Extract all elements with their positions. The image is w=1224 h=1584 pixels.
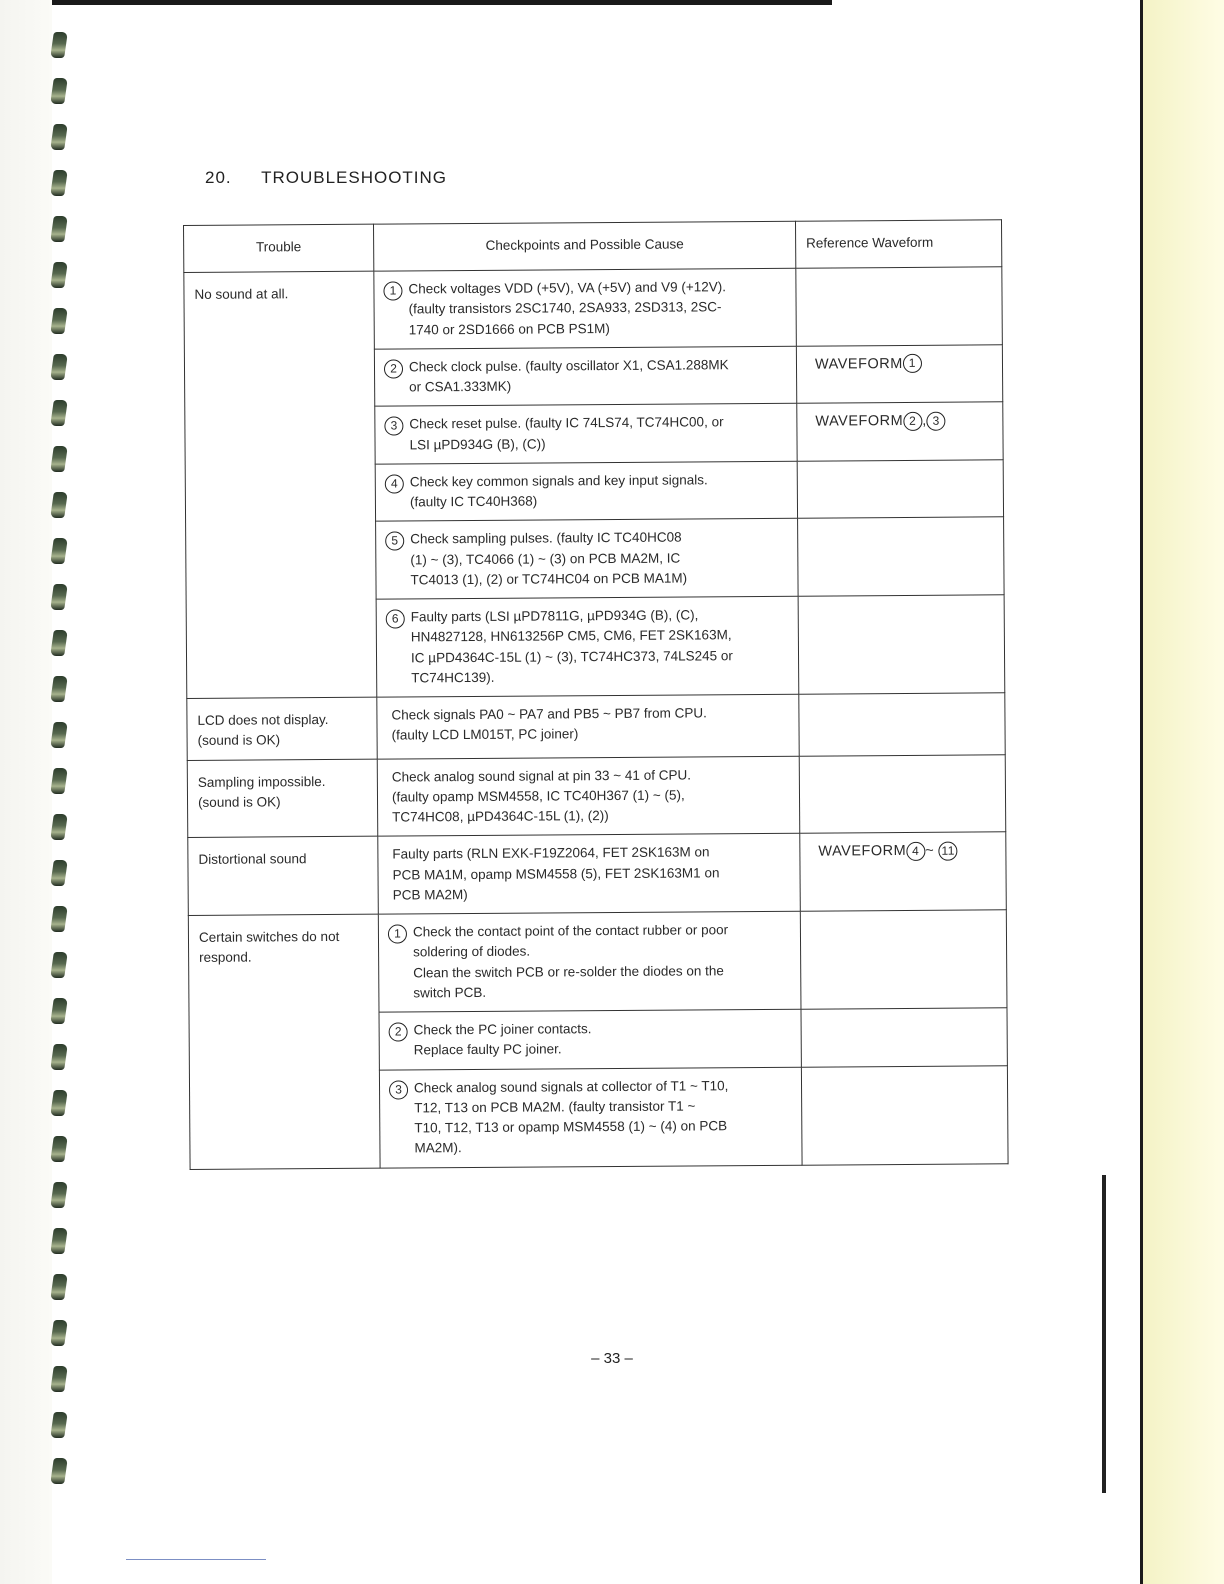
- right-page-edge: [1140, 0, 1224, 1584]
- binding-ring: [50, 492, 68, 518]
- reference-waveform-cell: [797, 460, 1003, 519]
- checkpoint-text: TC4013 (1), (2) or TC74HC04 on PCB MA1M): [410, 570, 688, 588]
- troubleshooting-table: [183, 219, 1009, 1169]
- waveform-label: WAVEFORM: [815, 413, 904, 430]
- table-row: [187, 693, 1005, 760]
- checkpoint-text: or CSA1.333MK): [409, 378, 512, 395]
- binding-ring: [50, 1228, 68, 1254]
- table-row: [187, 754, 1006, 837]
- trouble-cell: [187, 759, 378, 838]
- section-heading: [205, 168, 447, 188]
- binding-ring: [50, 1274, 68, 1300]
- checkpoint-text: Check the PC joiner contacts.: [413, 1021, 592, 1038]
- binding-ring: [50, 538, 68, 564]
- checkpoint-text: (faulty LCD LM015T, PC joiner): [391, 726, 579, 743]
- top-edge-shadow: [52, 0, 832, 5]
- binding-ring: [50, 1412, 68, 1438]
- step-number-badge: 5: [385, 532, 404, 551]
- waveform-number-badge: 2: [903, 412, 922, 431]
- binding-ring: [50, 676, 68, 702]
- checkpoint-text: switch PCB.: [413, 984, 487, 1001]
- waveform-label: WAVEFORM: [814, 355, 903, 373]
- trouble-text: No sound at all.: [194, 286, 289, 302]
- checkpoint-text: Check analog sound signals at collector of T1 ~ T10,: [413, 1077, 729, 1095]
- checkpoint-text: Check voltages VDD (+5V), VA (+5V) and V9 (+12V).: [408, 279, 727, 297]
- checkpoint-text: Faulty parts (LSI µPD7811G, µPD934G (B), (C),: [410, 607, 699, 625]
- binding-ring: [50, 1366, 68, 1392]
- checkpoint-text: TC74HC08, µPD4364C-15L (1), (2)): [392, 808, 609, 825]
- checkpoint-text: Faulty parts (RLN EXK-F19Z2064, FET 2SK163M on: [392, 844, 710, 862]
- checkpoint-cell: [375, 403, 797, 463]
- checkpoint-text: 1740 or 2SD1666 on PCB PS1M): [408, 320, 610, 337]
- reference-waveform-cell: [801, 1065, 1008, 1164]
- checkpoint-text: (faulty transistors 2SC1740, 2SA933, 2SD313, 2SC-: [408, 299, 722, 317]
- reference-waveform-cell: [796, 345, 1002, 404]
- step-number-badge: 2: [384, 359, 403, 378]
- binding-ring: [50, 860, 68, 886]
- binding-ring: [50, 354, 68, 380]
- checkpoint-text: HN4827128, HN613256P CM5, CM6, FET 2SK163M,: [410, 627, 732, 645]
- checkpoint-text: Check clock pulse. (faulty oscillator X1, CSA1.288MK: [408, 356, 729, 375]
- binding-ring: [50, 446, 68, 472]
- checkpoint-cell: [379, 1067, 802, 1168]
- waveform-number-badge: 3: [927, 412, 946, 431]
- waveform-label: WAVEFORM: [818, 843, 907, 860]
- step-number-badge: 6: [386, 609, 405, 628]
- spiral-binding-margin: [0, 0, 52, 1584]
- reference-waveform-cell: [799, 693, 1005, 756]
- footer-rule: [126, 1559, 266, 1560]
- binding-ring: [50, 32, 68, 58]
- checkpoint-cell: [376, 596, 799, 697]
- right-margin-mark: [1102, 1175, 1106, 1493]
- page-number: – 33 –: [591, 1350, 633, 1367]
- trouble-text: Sampling impossible.: [197, 773, 326, 790]
- checkpoint-cell: [379, 1009, 801, 1069]
- checkpoint-text: T10, T12, T13 or opamp MSM4558 (1) ~ (4) on PCB: [414, 1118, 728, 1136]
- trouble-text: Certain switches do not: [198, 928, 340, 945]
- table-row: [184, 267, 1003, 350]
- checkpoint-cell: [378, 911, 801, 1012]
- binding-ring: [50, 170, 68, 196]
- binding-ring: [50, 814, 68, 840]
- binding-ring: [50, 1090, 68, 1116]
- binding-ring: [50, 1458, 68, 1484]
- step-number-badge: 4: [385, 474, 404, 493]
- checkpoint-text: MA2M).: [414, 1140, 462, 1156]
- checkpoint-text: PCB MA1M, opamp MSM4558 (5), FET 2SK163M1 on: [392, 864, 720, 883]
- checkpoint-text: soldering of diodes.: [413, 943, 531, 960]
- step-number-badge: 1: [388, 924, 407, 943]
- binding-ring: [50, 400, 68, 426]
- checkpoint-cell: [377, 694, 799, 758]
- checkpoint-text: T12, T13 on PCB MA2M. (faulty transistor T1 ~: [414, 1098, 696, 1116]
- trouble-text: (sound is OK): [197, 732, 281, 749]
- checkpoint-text: (1) ~ (3), TC4066 (1) ~ (3) on PCB MA2M, IC: [410, 550, 681, 567]
- checkpoint-text: Replace faulty PC joiner.: [413, 1041, 562, 1058]
- reference-waveform-cell: [801, 1008, 1007, 1067]
- step-number-badge: 3: [384, 417, 403, 436]
- binding-ring: [50, 124, 68, 150]
- waveform-separator: ~: [925, 842, 939, 860]
- checkpoint-text: Check reset pulse. (faulty IC 74LS74, TC74HC00, or: [409, 414, 724, 432]
- checkpoint-text: Check sampling pulses. (faulty IC TC40HC08: [410, 529, 682, 547]
- binding-ring: [50, 308, 68, 334]
- header-reference-waveform: Reference Waveform: [795, 220, 1001, 268]
- binding-ring: [50, 584, 68, 610]
- checkpoint-text: TC74HC139).: [411, 669, 495, 686]
- checkpoint-cell: [374, 346, 796, 406]
- binding-ring: [50, 216, 68, 242]
- header-checkpoints: Checkpoints and Possible Cause: [373, 221, 795, 271]
- trouble-cell: [184, 271, 377, 698]
- checkpoint-text: LSI µPD934G (B), (C)): [409, 435, 546, 452]
- step-number-badge: 2: [389, 1022, 408, 1041]
- reference-waveform-cell: [798, 595, 1005, 694]
- header-trouble: Trouble: [184, 224, 374, 272]
- checkpoint-cell: [375, 461, 797, 521]
- binding-ring: [50, 768, 68, 794]
- checkpoint-text: Check key common signals and key input signals.: [409, 472, 708, 490]
- binding-ring: [50, 906, 68, 932]
- trouble-cell: [188, 836, 379, 915]
- checkpoint-text: IC µPD4364C-15L (1) ~ (3), TC74HC373, 74LS245 or: [410, 647, 733, 665]
- trouble-text: LCD does not display.: [197, 711, 329, 728]
- step-number-badge: 3: [389, 1080, 408, 1099]
- table-row: [188, 832, 1007, 915]
- reference-waveform-cell: [799, 754, 1006, 833]
- binding-ring: [50, 998, 68, 1024]
- table-body: [184, 267, 1008, 1169]
- checkpoint-cell: [376, 518, 799, 599]
- waveform-number-badge: 11: [939, 842, 958, 861]
- reference-waveform-cell: [797, 402, 1003, 461]
- checkpoint-text: (faulty IC TC40H368): [409, 493, 538, 510]
- waveform-number-badge: 1: [903, 354, 922, 373]
- binding-ring: [50, 262, 68, 288]
- table-row: [188, 910, 1007, 1014]
- checkpoint-text: Check signals PA0 ~ PA7 and PB5 ~ PB7 from CPU.: [391, 705, 707, 723]
- reference-waveform-cell: [796, 267, 1003, 346]
- binding-ring: [50, 722, 68, 748]
- binding-ring: [50, 1182, 68, 1208]
- trouble-text: Distortional sound: [198, 851, 307, 868]
- trouble-cell: [188, 914, 380, 1169]
- reference-waveform-cell: [800, 910, 1007, 1009]
- checkpoint-cell: [374, 268, 797, 349]
- table-header-row: [184, 220, 1002, 273]
- checkpoint-text: PCB MA2M): [392, 886, 468, 903]
- checkpoint-cell: [378, 833, 801, 914]
- waveform-number-badge: 4: [906, 842, 925, 861]
- checkpoint-text: Check analog sound signal at pin 33 ~ 41 of CPU.: [391, 766, 691, 785]
- checkpoint-text: (faulty opamp MSM4558, IC TC40H367 (1) ~ (5),: [391, 787, 685, 805]
- checkpoint-text: Clean the switch PCB or re-solder the diodes on the: [413, 962, 724, 980]
- binding-ring: [50, 952, 68, 978]
- reference-waveform-cell: [798, 517, 1005, 596]
- trouble-text: respond.: [199, 949, 252, 966]
- section-title: TROUBLESHOOTING: [261, 168, 448, 187]
- checkpoint-text: Check the contact point of the contact rubber or poor: [412, 922, 729, 940]
- step-number-badge: 1: [383, 281, 402, 300]
- binding-ring: [50, 1044, 68, 1070]
- reference-waveform-cell: [800, 832, 1007, 911]
- binding-ring: [50, 1320, 68, 1346]
- trouble-cell: [187, 697, 377, 760]
- waveform-separator: ,: [922, 413, 927, 430]
- section-number: 20.: [205, 168, 232, 187]
- binding-ring: [50, 1136, 68, 1162]
- checkpoint-cell: [377, 756, 800, 837]
- binding-ring: [50, 630, 68, 656]
- trouble-text: (sound is OK): [197, 794, 281, 810]
- binding-ring: [50, 78, 68, 104]
